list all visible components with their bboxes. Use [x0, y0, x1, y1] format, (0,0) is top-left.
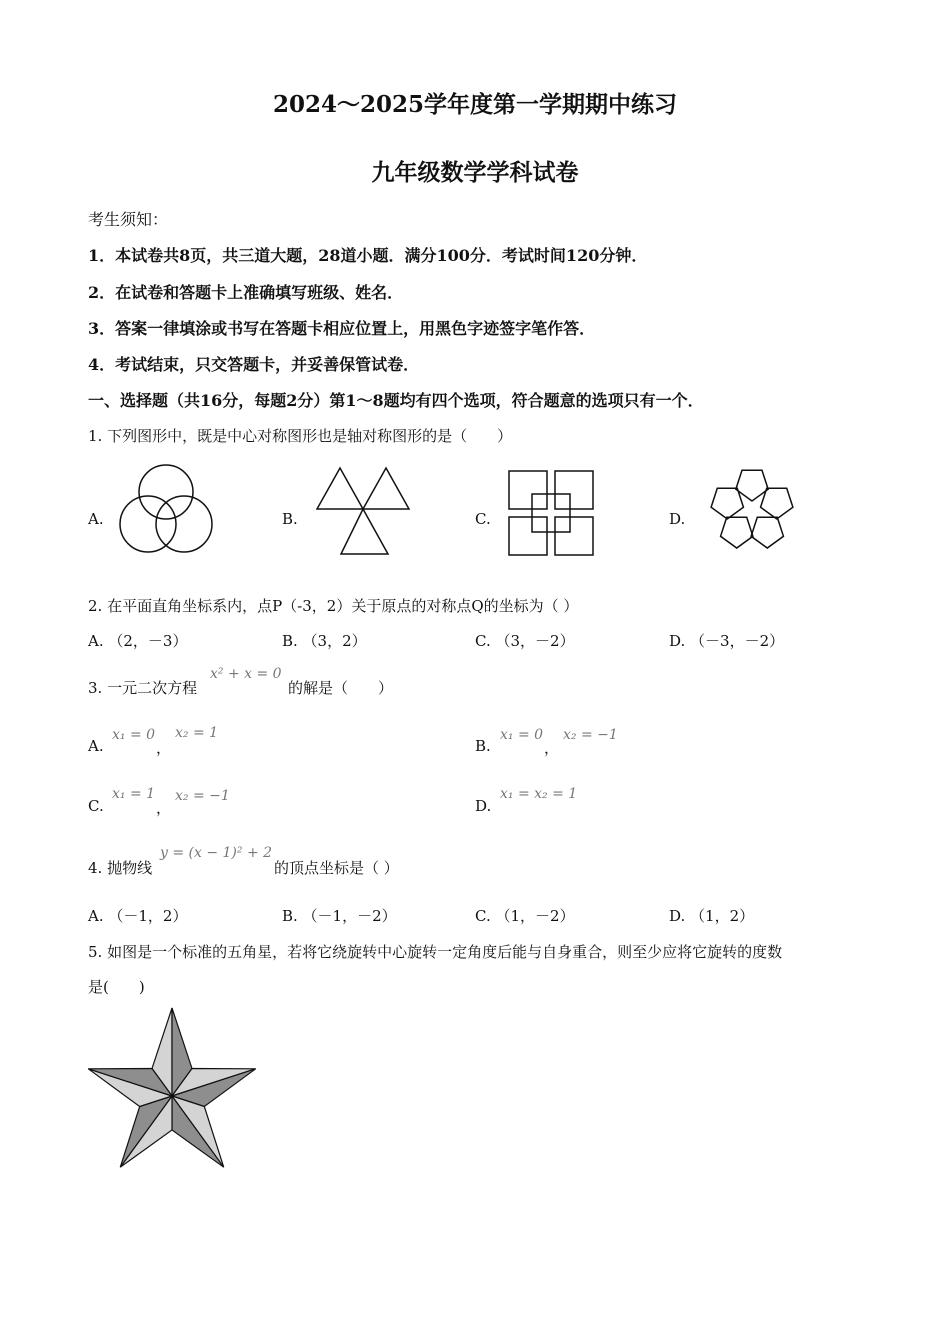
- q2-stem: 2. 在平面直角坐标系内，点P（-3，2）关于原点的对称点Q的坐标为（ ）: [88, 597, 579, 615]
- q2-option-c: C. （3，－2）: [475, 632, 575, 650]
- q4-option-c: C. （1，－2）: [475, 907, 575, 925]
- q2-option-d: D. （－3，－2）: [669, 632, 785, 650]
- q5-stem-line1: 5. 如图是一个标准的五角星，若将它绕旋转中心旋转一定角度后能与自身重合，则至少应将它旋转的度数: [88, 943, 783, 961]
- q3-option-a-sep: ，: [156, 739, 172, 757]
- q1-option-d-label: D.: [669, 510, 686, 528]
- q3-option-b-sep: ，: [544, 739, 560, 757]
- q4-stem-prefix: 4. 抛物线: [88, 859, 153, 877]
- notice-item-3: 3．答案一律填涂或书写在答题卡相应位置上，用黑色字迹签字笔作答．: [88, 319, 596, 338]
- q4-stem-suffix: 的顶点坐标是（ ）: [274, 859, 399, 877]
- q4-option-b: B. （－1，－2）: [282, 907, 397, 925]
- q3-option-c-sep: ，: [156, 799, 172, 817]
- notice-item-1: 1．本试卷共8页，共三道大题，28道小题．满分100分．考试时间120分钟．: [88, 246, 648, 265]
- pentagon-ring-figure: [704, 464, 800, 556]
- q3-option-a-x1: x₁ = 0: [112, 727, 156, 743]
- q1-option-c-label: C.: [475, 510, 491, 528]
- pentagon-shape: [761, 488, 793, 519]
- pentagon-shape: [751, 517, 783, 548]
- q5-stem-line2: 是( ): [88, 978, 145, 996]
- q3-option-c-label: C.: [88, 797, 104, 815]
- overlapping-squares-figure: [508, 470, 596, 558]
- q3-stem-suffix: 的解是（ ）: [288, 679, 394, 697]
- five-pointed-star-figure: [86, 1006, 258, 1170]
- q4-option-a: A. （－1，2）: [88, 907, 188, 925]
- q3-equation: x² + x = 0: [210, 666, 282, 682]
- notice-heading: 考生须知：: [88, 210, 169, 229]
- page-title-line2: 九年级数学学科试卷: [371, 159, 579, 186]
- q4-option-d: D. （1，2）: [669, 907, 755, 925]
- q3-stem-prefix: 3. 一元二次方程: [88, 679, 198, 697]
- q3-option-b-x2: x₂ = −1: [563, 727, 618, 743]
- q3-option-b-label: B.: [475, 737, 491, 755]
- notice-item-2: 2．在试卷和答题卡上准确填写班级、姓名．: [88, 283, 404, 302]
- q3-option-c-x2: x₂ = −1: [175, 788, 230, 804]
- q2-option-b: B. （3，2）: [282, 632, 367, 650]
- q3-option-d-eq: x₁ = x₂ = 1: [500, 786, 578, 802]
- q2-option-a: A. （2，－3）: [88, 632, 188, 650]
- q3-option-c-x1: x₁ = 1: [112, 786, 156, 802]
- three-circles-figure: [118, 464, 214, 554]
- q3-option-a-x2: x₂ = 1: [175, 725, 219, 741]
- q1-option-a-label: A.: [88, 510, 104, 528]
- page-title-line1: 2024～2025学年度第一学期期中练习: [272, 91, 678, 118]
- pentagon-shape: [711, 488, 743, 519]
- q1-stem: 1. 下列图形中，既是中心对称图形也是轴对称图形的是（ ）: [88, 427, 513, 445]
- q3-option-a-label: A.: [88, 737, 104, 755]
- section1-heading: 一、选择题（共16分，每题2分）第1～8题均有四个选项，符合题意的选项只有一个．: [88, 391, 704, 410]
- q3-option-b-x1: x₁ = 0: [500, 727, 544, 743]
- q3-option-d-label: D.: [475, 797, 492, 815]
- pentagon-shape: [721, 517, 753, 548]
- q4-equation: y = (x − 1)² + 2: [160, 845, 273, 861]
- three-triangles-figure: [316, 467, 410, 555]
- q1-option-b-label: B.: [282, 510, 298, 528]
- notice-item-4: 4．考试结束，只交答题卡，并妥善保管试卷．: [88, 355, 420, 374]
